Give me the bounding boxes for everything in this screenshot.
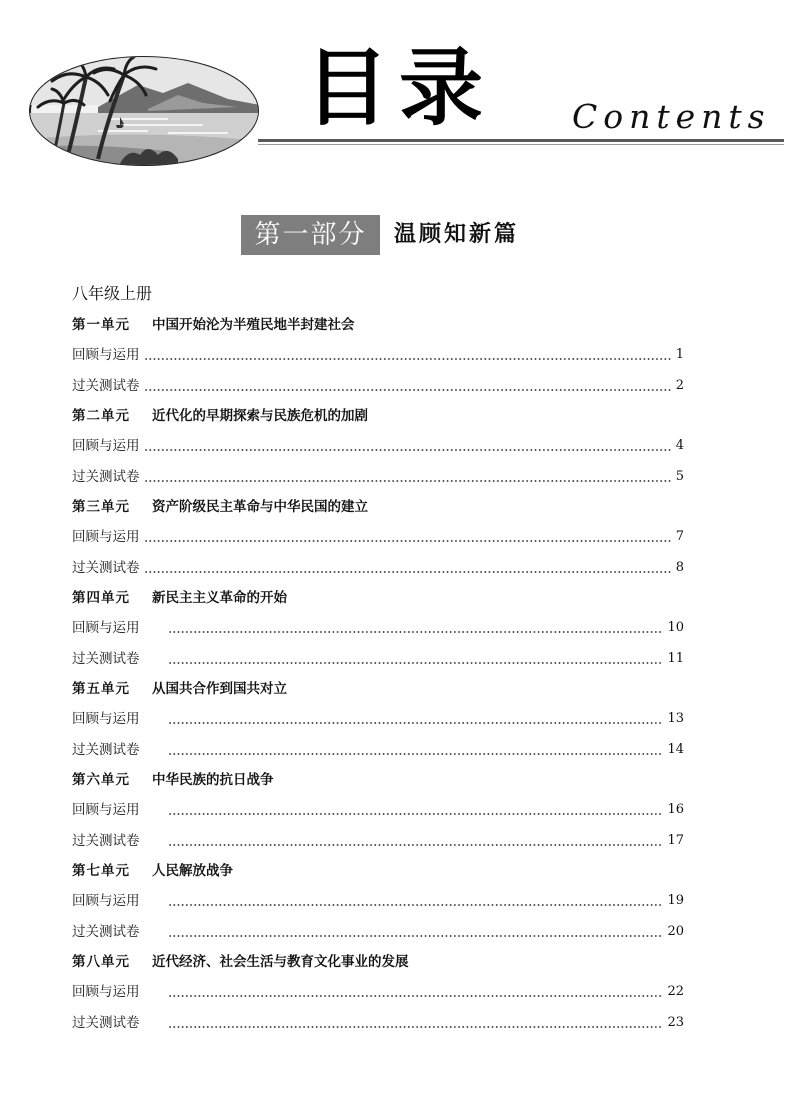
page-number: 2: [675, 377, 684, 393]
toc-entry[interactable]: [72, 644, 684, 675]
toc-entry[interactable]: [72, 431, 684, 462]
toc-entry[interactable]: [72, 795, 684, 826]
page-number: 17: [667, 832, 684, 848]
page-number: 23: [667, 1014, 684, 1030]
entry-name: 回顾与运用: [72, 620, 140, 636]
toc-entry[interactable]: [72, 1008, 684, 1039]
page-number: 10: [667, 620, 684, 635]
toc-entry[interactable]: [72, 735, 684, 766]
entry-name: 过关测试卷: [72, 377, 140, 394]
unit-label: 第二单元: [72, 408, 130, 424]
toc-entry[interactable]: [72, 704, 684, 735]
toc-entry[interactable]: [72, 917, 684, 948]
dot-leader: [168, 795, 663, 826]
toc-entry[interactable]: [72, 462, 684, 493]
entry-name: 过关测试卷: [72, 468, 140, 485]
page-number: 7: [675, 529, 684, 544]
entry-name: 过关测试卷: [72, 923, 140, 940]
unit-heading: [72, 310, 684, 340]
toc-entry[interactable]: [72, 886, 684, 917]
entry-name: 过关测试卷: [72, 650, 140, 667]
dot-leader: [168, 917, 663, 948]
dot-leader: [168, 977, 663, 1008]
page-title-english: Contents: [572, 97, 771, 136]
tropical-beach-illustration: [28, 55, 260, 167]
dot-leader: [168, 735, 663, 766]
dot-leader: [168, 644, 663, 675]
unit-label: 第四单元: [72, 590, 130, 606]
page-number: 14: [667, 741, 684, 757]
dot-leader: [168, 613, 663, 644]
unit-title: 中华民族的抗日战争: [152, 772, 274, 788]
unit-title: 近代化的早期探索与民族危机的加剧: [152, 408, 368, 424]
dot-leader: [144, 431, 672, 462]
part-badge: 第一部分: [241, 215, 380, 255]
unit-title: 新民主主义革命的开始: [152, 590, 287, 606]
entry-name: 回顾与运用: [72, 802, 140, 818]
entry-name: 过关测试卷: [72, 1014, 140, 1031]
toc-entry[interactable]: [72, 613, 684, 644]
entry-name: 过关测试卷: [72, 559, 140, 576]
unit-heading: [72, 856, 684, 886]
page-number: 11: [667, 650, 684, 666]
dot-leader: [144, 522, 672, 553]
entry-name: 过关测试卷: [72, 741, 140, 758]
unit-heading: [72, 492, 684, 522]
unit-label: 第八单元: [72, 954, 130, 970]
page-header: [0, 0, 800, 175]
entry-name: 回顾与运用: [72, 893, 140, 909]
dot-leader: [144, 553, 672, 584]
page-number: 19: [667, 893, 684, 908]
unit-title: 从国共合作到国共对立: [152, 681, 287, 697]
entry-name: 回顾与运用: [72, 529, 140, 545]
dot-leader: [144, 371, 672, 402]
unit-title: 资产阶级民主革命与中华民国的建立: [152, 499, 368, 515]
toc-entry[interactable]: [72, 977, 684, 1008]
unit-label: 第一单元: [72, 317, 130, 333]
entry-name: 回顾与运用: [72, 347, 140, 363]
unit-heading: [72, 947, 684, 977]
entry-name: 过关测试卷: [72, 832, 140, 849]
page-number: 8: [675, 559, 684, 575]
table-of-contents: [72, 310, 684, 1038]
page-title: 目录: [305, 39, 494, 137]
dot-leader: [168, 886, 663, 917]
toc-entry[interactable]: [72, 826, 684, 857]
unit-title: 中国开始沦为半殖民地半封建社会: [152, 317, 355, 333]
toc-entry[interactable]: [72, 371, 684, 402]
entry-name: 回顾与运用: [72, 984, 140, 1000]
toc-entry[interactable]: [72, 553, 684, 584]
entry-name: 回顾与运用: [72, 711, 140, 727]
unit-label: 第三单元: [72, 499, 130, 515]
unit-heading: [72, 401, 684, 431]
dot-leader: [144, 340, 672, 371]
unit-label: 第六单元: [72, 772, 130, 788]
dot-leader: [168, 1008, 663, 1039]
unit-title: 人民解放战争: [152, 863, 233, 879]
page-number: 13: [667, 711, 684, 726]
part-title: 温顾知新篇: [394, 222, 520, 247]
page-number: 1: [675, 347, 684, 362]
page-number: 22: [667, 984, 684, 999]
unit-label: 第七单元: [72, 863, 130, 879]
unit-heading: [72, 583, 684, 613]
dot-leader: [168, 826, 663, 857]
page-number: 20: [667, 923, 684, 939]
page-number: 4: [675, 438, 684, 453]
entry-name: 回顾与运用: [72, 438, 140, 454]
header-rule: [258, 139, 784, 142]
page-number: 16: [667, 802, 684, 817]
unit-label: 第五单元: [72, 681, 130, 697]
header-rule-thin: [258, 144, 784, 145]
page-number: 5: [675, 468, 684, 484]
dot-leader: [144, 462, 672, 493]
grade-heading: 八年级上册: [72, 284, 153, 303]
unit-title: 近代经济、社会生活与教育文化事业的发展: [152, 954, 409, 970]
unit-heading: [72, 674, 684, 704]
unit-heading: [72, 765, 684, 795]
toc-entry[interactable]: [72, 340, 684, 371]
toc-entry[interactable]: [72, 522, 684, 553]
dot-leader: [168, 704, 663, 735]
